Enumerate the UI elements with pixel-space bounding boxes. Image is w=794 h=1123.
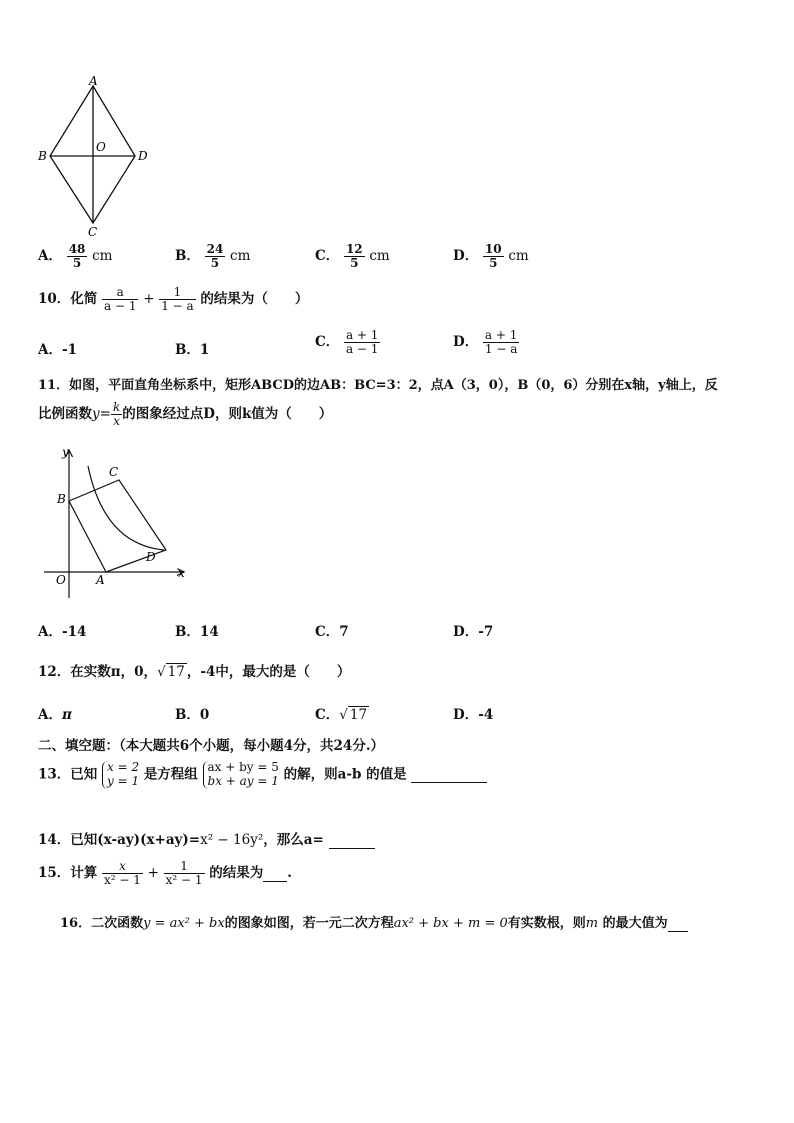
axis-label-x: x	[178, 566, 185, 580]
coordinate-figure	[36, 444, 196, 604]
figure-label-b: B	[57, 492, 66, 506]
rhombus-label-o: O	[96, 140, 106, 154]
q9-option-b[interactable]: B． $\frac{24}{5}$ cm	[175, 242, 251, 271]
q13-answer-blank[interactable]	[411, 766, 487, 783]
rhombus-label-c: C	[88, 225, 98, 239]
q16-answer-blank[interactable]	[668, 916, 688, 932]
question-16: 16．二次函数y = ax² + bx的图象如图，若一元二次方程ax² + bx + m = 0有实数根，则m 的最大值为	[60, 912, 688, 932]
question-11-line1: 11．如图，平面直角坐标系中，矩形ABCD的边AB：BC=3：2，点A（3，0），B（0，6）分别在x轴，y轴上，反	[38, 378, 718, 393]
q12-option-b[interactable]: B．0	[175, 707, 210, 723]
figure-label-d: D	[146, 550, 156, 564]
q15-answer-blank[interactable]	[263, 865, 287, 882]
q10-option-c[interactable]: C． $\frac{a + 1}{a - 1}$	[315, 328, 379, 357]
question-12: 12．在实数π，0，√ 17 ，-4中，最大的是（ ）	[38, 664, 351, 680]
question-11-line2: 比例函数y= $\frac{k}{x}$ 的图象经过点D，则k值为（ ）	[38, 400, 333, 429]
figure-label-c: C	[109, 465, 119, 479]
q12-option-c[interactable]: C．√ 17	[315, 707, 368, 723]
q11-option-b[interactable]: B．14	[175, 624, 219, 640]
q9-option-d[interactable]: D． $\frac{10}{5}$ cm	[453, 242, 529, 271]
rhombus-label-a: A	[89, 74, 98, 88]
figure-label-o: O	[56, 573, 66, 587]
q10-option-a[interactable]: A．-1	[38, 342, 77, 358]
section-2-header: 二、填空题：（本大题共6个小题，每小题4分，共24分.）	[38, 738, 385, 754]
axis-label-y: y	[62, 445, 69, 459]
q10-option-d[interactable]: D． $\frac{a + 1}{1 - a}$	[453, 328, 518, 357]
q9-option-a[interactable]: A． $\frac{48}{5}$ cm	[38, 242, 113, 271]
q12-option-d[interactable]: D．-4	[453, 707, 494, 723]
q12-option-a[interactable]: A．π	[38, 707, 72, 723]
question-10: 10．化简 $\frac{a}{a - 1}$ + $\frac{1}{1 - a}$ 的结果为（ ）	[38, 285, 309, 314]
question-13: 13．已知 x = 2 y = 1 是方程组 ax + by = 5 bx + ay = 1 的解，则a-b 的值是	[38, 761, 487, 789]
rhombus-label-b: B	[38, 149, 47, 163]
q11-option-c[interactable]: C．7	[315, 624, 349, 640]
figure-label-a: A	[96, 573, 105, 587]
q10-option-b[interactable]: B．1	[175, 342, 210, 358]
question-15: 15．计算 $\frac{x}{\text{x² − 1}}$ + $\frac{1}{\text{x² − 1}}$ 的结果为 .	[38, 859, 292, 888]
rhombus-figure	[30, 74, 160, 239]
q11-option-d[interactable]: D．-7	[453, 624, 494, 640]
q11-option-a[interactable]: A．-14	[38, 624, 87, 640]
q9-option-c[interactable]: C． $\frac{12}{5}$ cm	[315, 242, 390, 271]
q14-answer-blank[interactable]	[329, 832, 375, 849]
question-14: 14．已知(x-ay)(x+ay)=x² − 16y²，那么a=	[38, 828, 375, 849]
rhombus-label-d: D	[138, 149, 148, 163]
